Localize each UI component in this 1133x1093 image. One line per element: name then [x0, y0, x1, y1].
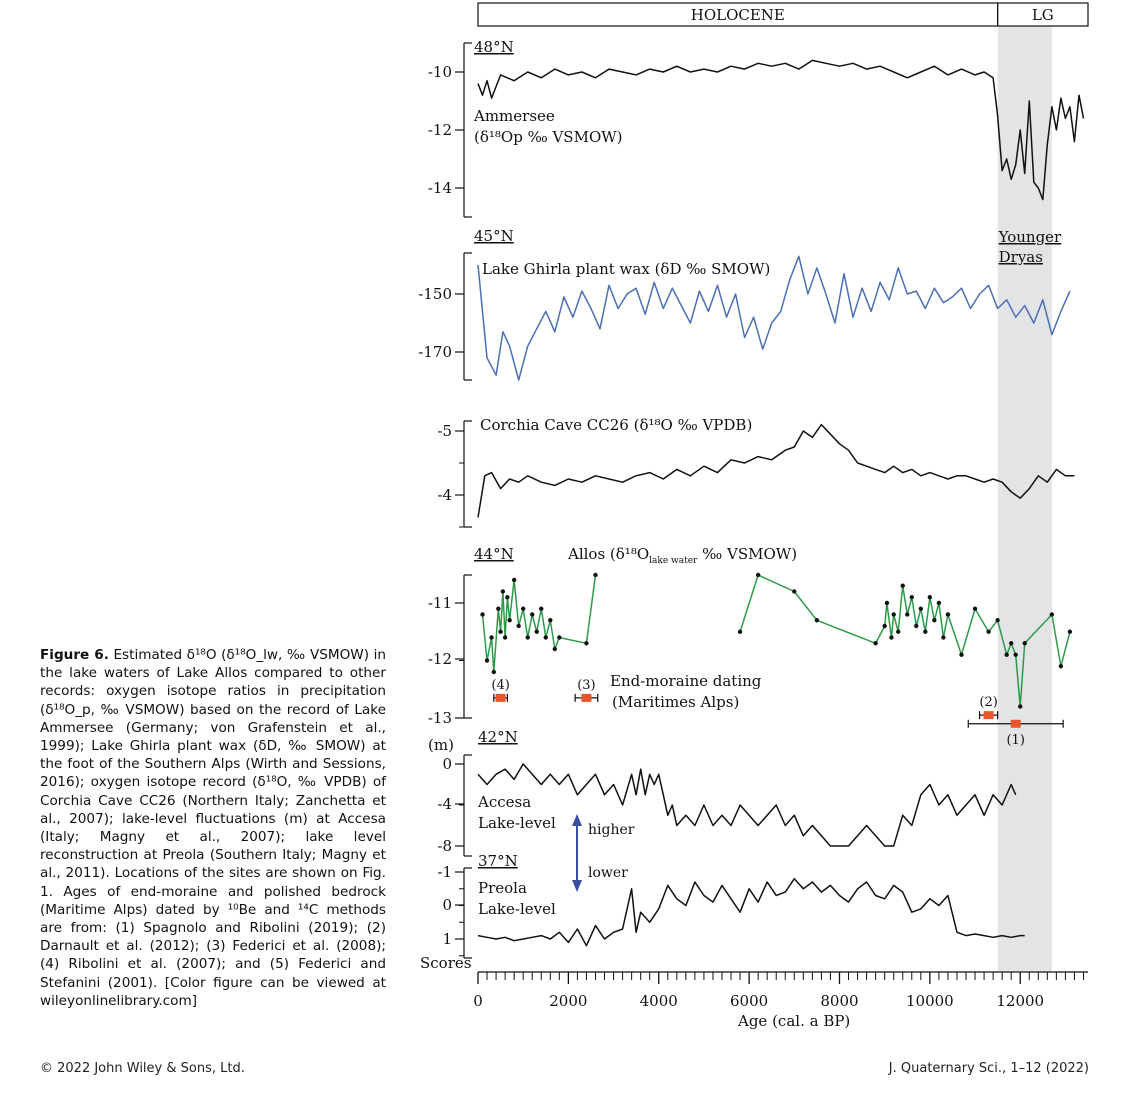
allos-data-point	[584, 641, 588, 645]
allos-data-point	[946, 612, 950, 616]
caption-label: Figure 6.	[40, 647, 109, 663]
allos-data-point	[882, 624, 886, 628]
preola-label-line1: Preola	[478, 879, 527, 897]
corchia-label: Corchia Cave CC26 (δ¹⁸O ‰ VPDB)	[480, 416, 753, 434]
allos-data-point	[557, 635, 561, 639]
x-axis	[473, 972, 1088, 1010]
allos-tick-label-0: -11	[427, 594, 452, 612]
x-tick-label-2: 4000	[639, 992, 678, 1010]
allos-data-point	[1009, 641, 1013, 645]
allos-data-point	[941, 635, 945, 639]
x-tick-label-3: 6000	[730, 992, 769, 1010]
allos-data-point	[792, 589, 796, 593]
preola-series-line	[478, 879, 1025, 946]
allos-data-point	[480, 612, 484, 616]
allos-data-point	[896, 630, 900, 634]
allos-data-point	[548, 618, 552, 622]
preola-tick-label-0: -1	[437, 863, 452, 881]
preola-y-label: Scores	[420, 954, 472, 972]
allos-data-point	[910, 595, 914, 599]
accesa-tick-label-2: -8	[437, 837, 452, 855]
allos-data-point	[553, 647, 557, 651]
allos-data-point	[485, 658, 489, 662]
allos-label-sub: lake water	[649, 556, 698, 566]
allos-data-point	[738, 630, 742, 634]
allos-data-point	[1018, 704, 1022, 708]
allos-data-point	[505, 595, 509, 599]
ghirla-tick-label-1: -170	[418, 343, 452, 361]
allos-data-point	[539, 607, 543, 611]
arrow-lower-label: lower	[588, 865, 628, 881]
allos-data-point	[516, 624, 520, 628]
allos-data-point	[995, 618, 999, 622]
accesa-label-line1: Accesa	[478, 793, 532, 811]
ammersee-label-line2: (δ¹⁸Op ‰ VSMOW)	[474, 128, 623, 146]
allos-data-point	[535, 630, 539, 634]
x-axis-label: Age (cal. a BP)	[738, 1012, 851, 1030]
lat-37n: 37°N	[478, 852, 518, 870]
accesa-label-line2: Lake-level	[478, 814, 556, 832]
accesa-series-line	[478, 764, 1016, 846]
allos-data-point	[889, 635, 893, 639]
allos-data-point	[1004, 653, 1008, 657]
allos-data-point	[932, 618, 936, 622]
moraine-marker-3	[1011, 720, 1021, 728]
moraine-label-1: (3)	[577, 677, 596, 693]
accesa-tick-label-0: 0	[442, 755, 452, 773]
moraine-marker-1	[581, 694, 591, 702]
allos-data-point	[521, 607, 525, 611]
allos-data-point	[873, 641, 877, 645]
moraine-marker-0	[496, 694, 506, 702]
allos-data-point	[593, 573, 597, 577]
lat-44n: 44°N	[474, 545, 514, 563]
corchia-series-line	[478, 425, 1074, 518]
higher-lower-arrow	[572, 814, 582, 892]
corchia-tick-label-0: -5	[437, 422, 452, 440]
lat-42n: 42°N	[478, 728, 518, 746]
allos-data-point	[923, 630, 927, 634]
arrow-higher-label: higher	[588, 822, 635, 838]
lat-48n: 48°N	[474, 38, 514, 56]
allos-data-point	[901, 584, 905, 588]
corchia-panel	[437, 421, 1074, 527]
allos-data-point	[512, 578, 516, 582]
ammersee-label-line1: Ammersee	[474, 107, 555, 125]
moraine-label-3: (1)	[1006, 732, 1025, 748]
allos-data-point	[986, 630, 990, 634]
allos-data-point	[498, 630, 502, 634]
allos-label-main: Allos (δ¹⁸O	[568, 545, 650, 563]
x-tick-label-5: 10000	[905, 992, 954, 1010]
x-tick-label-0: 0	[473, 992, 483, 1010]
figure-caption	[40, 646, 386, 1010]
moraine-note-line1: End-moraine dating	[610, 672, 762, 690]
allos-data-point	[544, 635, 548, 639]
younger-dryas-label-line2: Dryas	[998, 248, 1043, 266]
ammersee-tick-label-1: -12	[427, 121, 452, 139]
allos-data-point	[815, 618, 819, 622]
allos-data-point	[905, 612, 909, 616]
allos-panel	[428, 573, 1072, 748]
allos-label	[567, 545, 797, 566]
period-label-1: LG	[1031, 6, 1054, 24]
allos-data-point	[928, 595, 932, 599]
allos-data-point	[919, 607, 923, 611]
allos-data-point	[526, 635, 530, 639]
period-bar	[478, 3, 1088, 26]
footer-journal: J. Quaternary Sci., 1–12 (2022)	[888, 1061, 1089, 1076]
x-tick-label-4: 8000	[820, 992, 859, 1010]
moraine-marker-2	[984, 711, 994, 719]
allos-data-point	[501, 589, 505, 593]
ammersee-tick-label-0: -10	[427, 63, 452, 81]
allos-data-point	[937, 601, 941, 605]
allos-data-point	[756, 573, 760, 577]
allos-label-end: ‰ VSMOW)	[697, 545, 798, 563]
allos-data-point	[959, 653, 963, 657]
allos-data-point	[1059, 664, 1063, 668]
x-tick-label-1: 2000	[549, 992, 588, 1010]
period-label-0: HOLOCENE	[690, 6, 785, 24]
accesa-unit: (m)	[428, 736, 454, 754]
allos-tick-label-1: -12	[427, 650, 452, 668]
allos-data-point	[507, 618, 511, 622]
allos-data-point	[885, 601, 889, 605]
lat-45n: 45°N	[474, 227, 514, 245]
moraine-label-0: (4)	[491, 677, 510, 693]
allos-data-point	[489, 635, 493, 639]
allos-data-point	[496, 607, 500, 611]
preola-tick-label-1: 0	[442, 896, 452, 914]
younger-dryas-label-line1: Younger	[998, 228, 1062, 246]
ghirla-label: Lake Ghirla plant wax (δD ‰ SMOW)	[482, 260, 771, 278]
allos-data-point	[1050, 612, 1054, 616]
allos-data-point	[914, 624, 918, 628]
allos-data-point	[1068, 630, 1072, 634]
x-tick-label-6: 12000	[996, 992, 1045, 1010]
moraine-label-2: (2)	[979, 695, 998, 711]
allos-series-line	[483, 575, 596, 672]
footer-copyright: © 2022 John Wiley & Sons, Ltd.	[40, 1061, 245, 1076]
allos-data-point	[973, 607, 977, 611]
allos-data-point	[1014, 653, 1018, 657]
allos-tick-label-2: -13	[427, 709, 452, 727]
allos-data-point	[892, 612, 896, 616]
allos-data-point	[530, 612, 534, 616]
caption-text: Estimated δ¹⁸O (δ¹⁸O_lw, ‰ VSMOW) in the lake waters of Lake Allos compared to other records: oxygen isotope ratios in precipitation (δ¹⁸O_p, ‰ VSMOW) based on the record of Lake Ammersee (Germany; von Grafenstein et al., 1999); Lake Ghirla plant wax (δD, ‰ SMOW) at the foot of the Southern Alps (Wirth and Sessions, 2016); oxygen isotope record (δ¹⁸O, ‰ VPDB) of Corchia Cave CC26 (Northern Italy; Zanchetta et al., 2007); lake-level fluctuations (m) at Accesa (Italy; Magny et al., 2007); lake level reconstruction at Preola (Southern Italy; Magny et al., 2011). Locations of the sites are shown on Fig. 1. Ages of end-moraine and polished bedrock (Maritime Alps) dated by ¹⁰Be and ¹⁴C methods are from: (1) Spagnolo and Ribolini (2019); (2) Darnault et al. (2012); (3) Federici et al. (2008); (4) Ribolini et al. (2007); and (5) Federici and Stefanini (2001). [Color figure can be viewed at wileyonlinelibrary.com]	[40, 647, 386, 1009]
ammersee-tick-label-2: -14	[427, 179, 452, 197]
accesa-tick-label-1: -4	[437, 795, 452, 813]
ghirla-tick-label-0: -150	[418, 285, 452, 303]
allos-data-point	[1023, 641, 1027, 645]
preola-label-line2: Lake-level	[478, 900, 556, 918]
allos-data-point	[492, 670, 496, 674]
moraine-note-line2: (Maritimes Alps)	[612, 693, 740, 711]
allos-data-point	[503, 635, 507, 639]
corchia-tick-label-1: -4	[437, 486, 452, 504]
preola-tick-label-2: 1	[442, 930, 452, 948]
